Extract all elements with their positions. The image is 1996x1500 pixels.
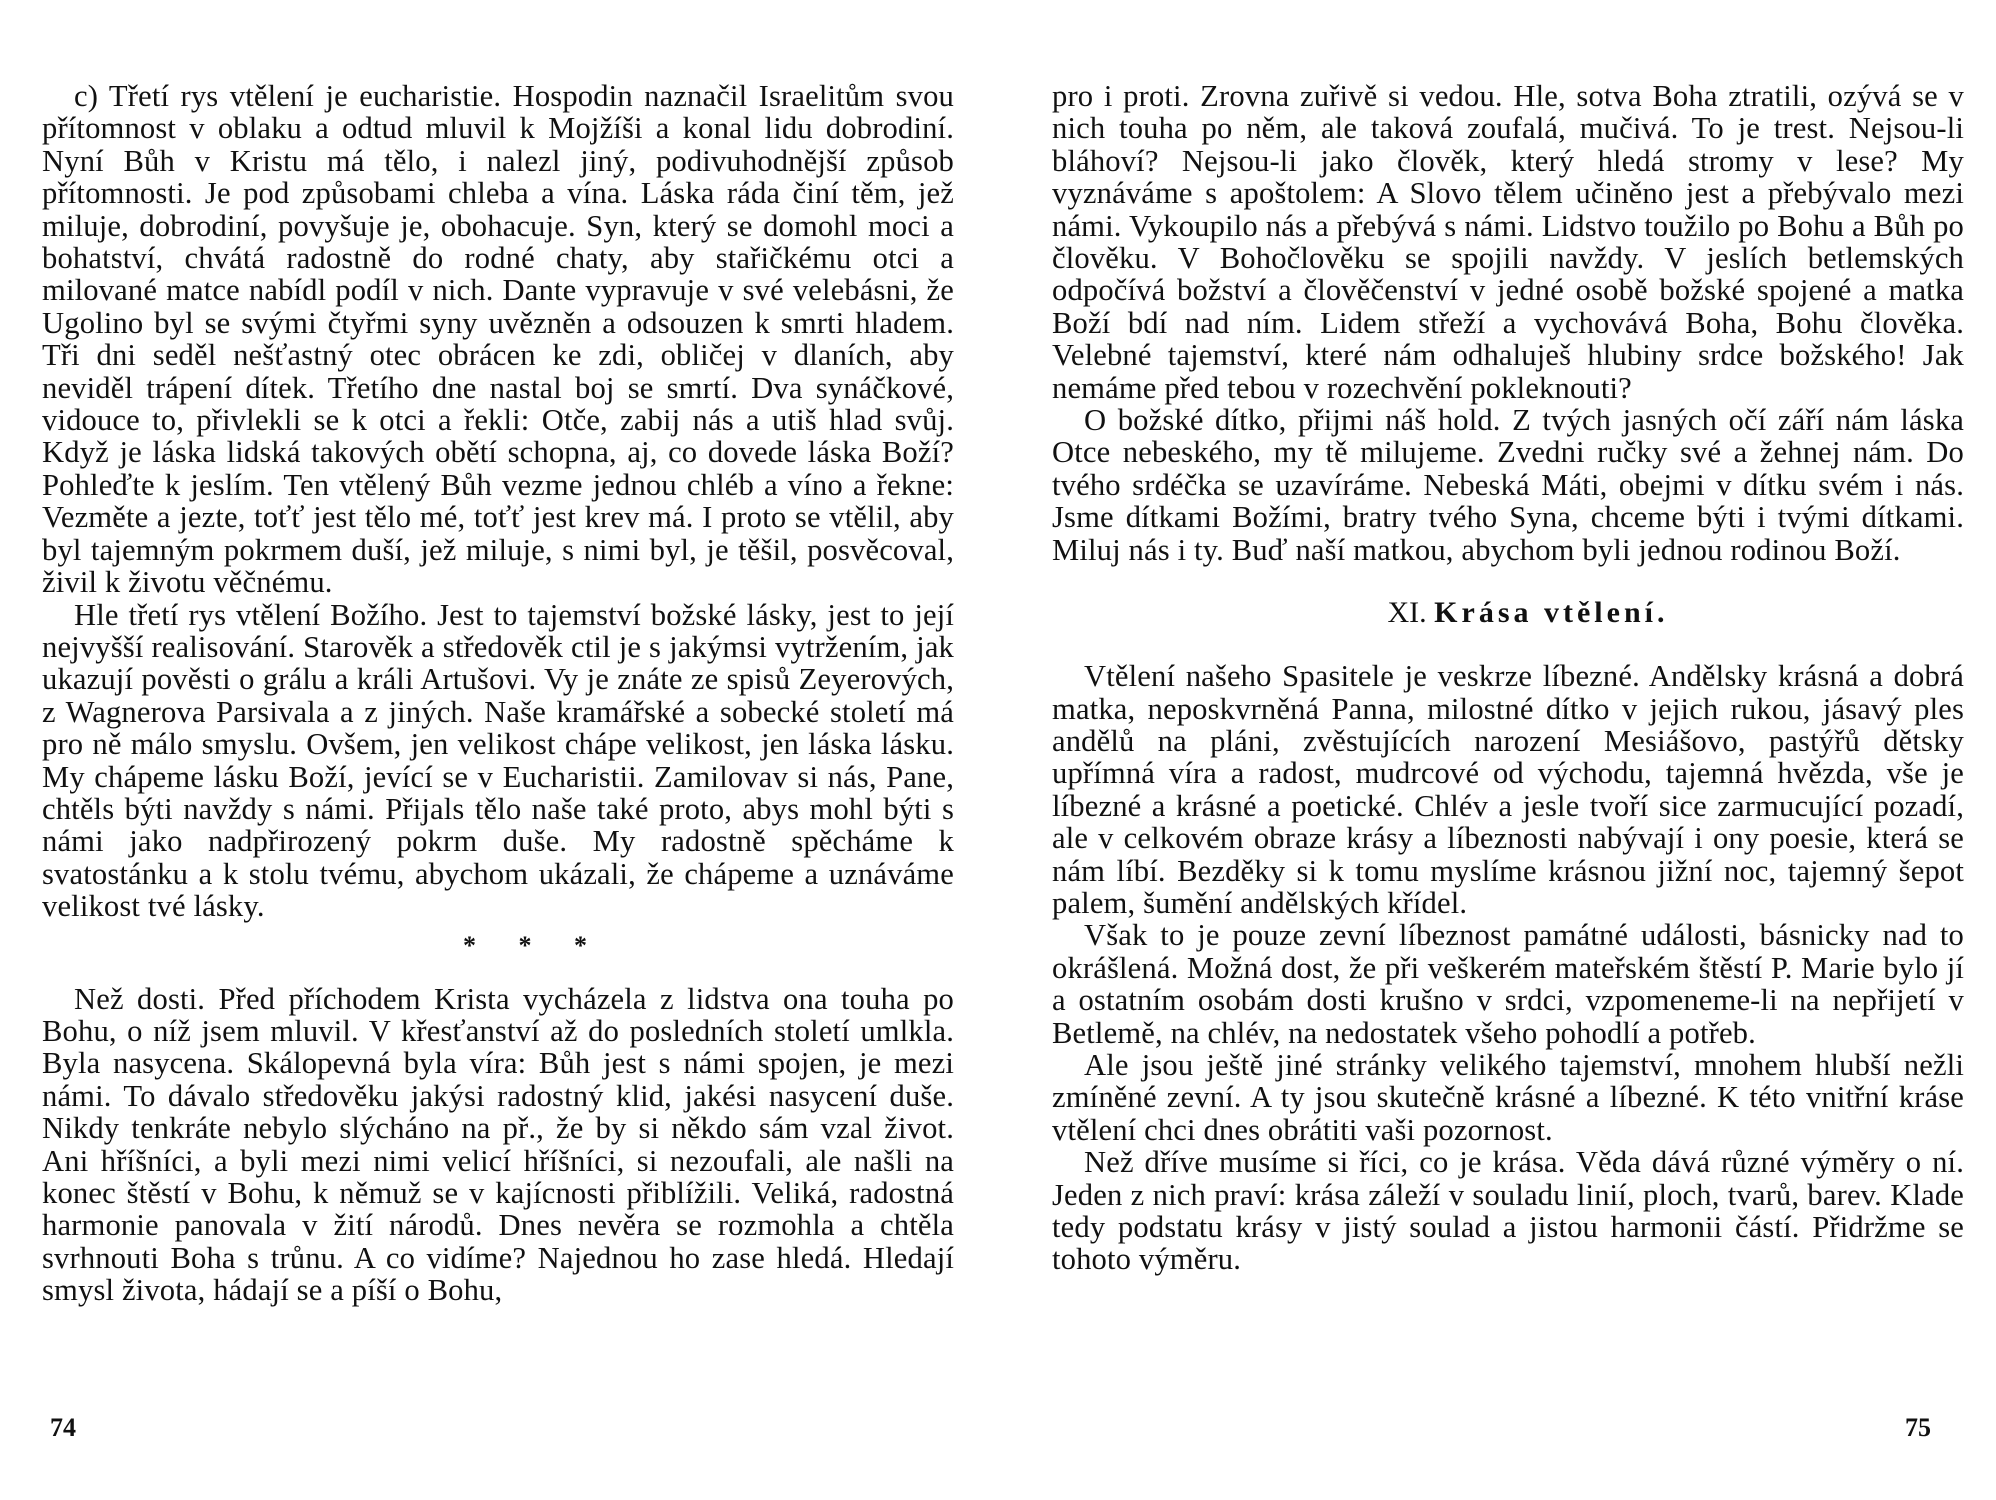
left-paragraph-2: Hle třetí rys vtělení Božího. Jest to tajemství božské lásky, jest to její nejvyšší realisování. Starověk a středověk ctil je s jakýmsi vytržením, jak ukazují pověsti o grálu a králi Artušovi. Vy je znáte ze spisů Zeyerových, z Wagnerova Parsivala a z jiných. Naše kramářské a sobecké století má pro ně málo smyslu. Ovšem, jen velikost chápe velikost, jen láska lásku. My chápeme lásku Boží, jevící se v Eucharistii. Zamilovav si nás, Pane, chtěls býti navždy s námi. Přijals tělo naše také proto, abys mohl býti s námi jako nadpřirozený pokrm duše. My radostně spěcháme k svatostánku a k stolu tvému, abychom ukázali, že chápeme a uznáváme velikost tvé lásky. bbox=[42, 597, 954, 924]
chapter-paragraph-2: Však to je pouze zevní líbeznost památné události, básnicky nad to okrášlená. Možná dost, že při veškerém mateřském štěstí P. Marie bylo jí a ostatním osobám dosti krušno v srdci, vzpomeneme-li na nepřijetí v Betlemě, na chlév, na nedostatek všeho pohodlí a potřeb. bbox=[1052, 918, 1964, 1050]
chapter-paragraph-4: Než dříve musíme si říci, co je krása. Věda dává různé výměry o ní. Jeden z nich praví: krása záleží v souladu linií, ploch, tvarů, barev. Klade tedy podstatu krásy v jistý soulad a jistou harmonii částí. Přidržme se tohoto výměru. bbox=[1052, 1145, 1964, 1277]
chapter-paragraph-1: Vtělení našeho Spasitele je veskrze líbezné. Andělsky krásná a dobrá matka, neposkvrněná Panna, milostné dítko v jejich rukou, jásavý ples andělů na pláni, zvěstujících narození Mesiášovo, pastýřů dětsky upřímná víra a radost, mudrcové od východu, tajemná hvězda, vše je líbezné a krásné a poetické. Chlév a jesle tvoří sice zarmucující pozadí, ale v celkovém obraze krásy a líbeznosti nabývají i ony poesie, která se nám líbí. Bezděky si k tomu myslíme krásnou jižní noc, tajemný šepot palem, šumění andělských křídel. bbox=[1052, 659, 1964, 920]
left-paragraph-1: c) Třetí rys vtělení je eucharistie. Hospodin naznačil Israelitům svou přítomnost v oblaku a odtud mluvil k Mojžíši a konal lidu dobrodiní. Nyní Bůh v Kristu má tělo, i nalezl jiný, podivuhodnější způsob přítomnosti. Je pod způsobami chleba a vína. Láska ráda činí těm, jež miluje, dobrodiní, povyšuje je, obohacuje. Syn, který se domohl moci a bohatství, chvátá radostně do rodné chaty, aby stařičkému otci a milované matce nabídl podíl v nich. Dante vypravuje v své velebásni, že Ugolino byl se svými čtyřmi syny uvězněn a odsouzen k smrti hladem. Tři dni seděl nešťastný otec obrácen ke zdi, obličej v dlaních, aby neviděl trápení dítek. Třetího dne nastal boj se smrtí. Dva synáčkové, vidouce to, přivlekli se k otci a řekli: Otče, zabij nás a utiš hlad svůj. Když je láska lidská takových obětí schopna, aj, co dovede láska Boží? Pohleďte k jeslím. Ten vtělený Bůh vezme jednou chléb a víno a řekne: Vezměte a jezte, toťť jest tělo mé, toťť jest krev má. I proto se vtělil, aby byl tajemným pokrmem duší, jež miluje, s nimi byl, je těšil, posvěcoval, živil k životu věčnému. bbox=[42, 79, 954, 600]
chapter-title: Krása vtělení. bbox=[1434, 596, 1669, 630]
left-paragraph-3: Než dosti. Před příchodem Krista vycházela z lidstva ona touha po Bohu, o níž jsem mluvil. V křesťanství až do posledních století umlkla. Byla nasycena. Skálopevná byla víra: Bůh jest s námi spojen, je mezi námi. To dávalo středověku jakýsi radostný klid, jakési nasycení duše. Nikdy tenkráte nebylo slýcháno na př., že by si někdo sám vzal život. Ani hříšníci, a byli mezi nimi velicí hříšníci, si nezoufali, ale našli na konec štěstí v Bohu, k němuž se v kajícnosti přiblížili. Veliká, radostná harmonie panovala v žití národů. Dnes nevěra se rozmohla a chtěla svrhnouti Boha s trůnu. A co vidíme? Najednou ho zase hledá. Hledají smysl života, hádají se a píší o Bohu, bbox=[42, 981, 954, 1308]
chapter-paragraph-3: Ale jsou ještě jiné stránky velikého tajemství, mnohem hlubší nežli zmíněné zevní. A ty jsou skutečně krásné a líbezné. K této vnitřní kráse vtělení chci dnes obrátiti vaši pozornost. bbox=[1052, 1047, 1964, 1147]
left-page bbox=[42, 80, 954, 1460]
page-number-left: 74 bbox=[50, 1413, 76, 1442]
section-separator: * * * bbox=[463, 930, 605, 960]
right-paragraph-2: O božské dítko, přijmi náš hold. Z tvých jasných očí září nám láska Otce nebeského, my tě milujeme. Zvedni ručky své a žehnej nám. Do tvého srdéčka se uzavíráme. Nebeská Máti, obejmi v dítku svém i nás. Jsme dítkami Božími, bratry tvého Syna, chceme býti i tvými dítkami. Miluj nás i ty. Buď naší matkou, abychom byli jednou rodinou Boží. bbox=[1052, 403, 1964, 567]
chapter-heading bbox=[1052, 566, 1964, 660]
right-page bbox=[1052, 80, 1964, 1460]
chapter-number: XI. bbox=[1387, 596, 1427, 630]
right-paragraph-1: pro i proti. Zrovna zuřivě si vedou. Hle, sotva Boha ztratili, ozývá se v nich touha po něm, ale taková zoufalá, mučivá. To je trest. Nejsou-li bláhoví? Nejsou-li jako člověk, který hledá stromy v lese? My vyznáváme s apoštolem: A Slovo tělem učiněno jest a přebývalo mezi námi. Vykoupilo nás a přebývá s námi. Lidstvo toužilo po Bohu a Bůh po člověku. V Bohočlověku se spojili navždy. V jeslích betlemských odpočívá božství a člověčenství v jedné osobě božské spojené a matka Boží bdí nad ním. Lidem střeží a vychovává Boha, Bohu člověka. Velebné tajemství, které nám odhaluješ hlubiny srdce božského! Jak nemáme před tebou v rozechvění pokleknouti? bbox=[1052, 79, 1964, 405]
page-number-right: 75 bbox=[1905, 1413, 1931, 1442]
